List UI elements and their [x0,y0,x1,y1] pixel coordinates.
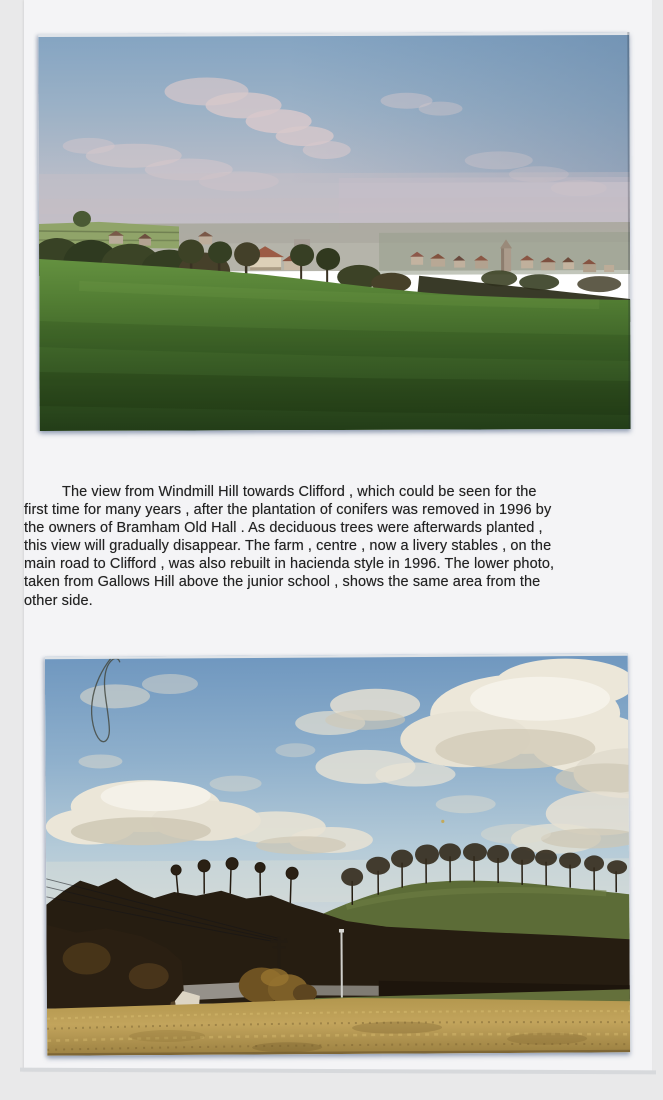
caption-line: The view from Windmill Hill towards Clifford , which could be seen for the [62,484,537,500]
bush-highlight [63,942,111,974]
caption [24,483,663,610]
distant-tree [73,211,91,227]
caption-line: the owners of Bramham Old Hall . As deciduous trees were afterwards planted , [24,520,543,537]
field-shade [39,332,630,350]
bottom-photo [45,653,630,1056]
caption-line: main road to Clifford , was also rebuilt in hacienda style in 1996. The lower photo, [24,556,555,573]
top-photo-illustration [38,32,630,431]
caption-line: other side. [24,592,93,609]
dust-speck [441,820,444,823]
field-shade [40,387,631,400]
bush-highlight [129,963,169,989]
caption-line: this view will gradually disappear. The farm , centre , now a livery stables , on the [24,538,552,555]
bottom-photo-illustration [45,653,630,1056]
caption-line: taken from Gallows Hill above the junior school , shows the same area from the [24,574,541,591]
album-page [24,0,652,1071]
top-photo [38,32,630,431]
caption-line: first time for many years , after the plantation of conifers was removed in 1996 by [24,502,552,519]
